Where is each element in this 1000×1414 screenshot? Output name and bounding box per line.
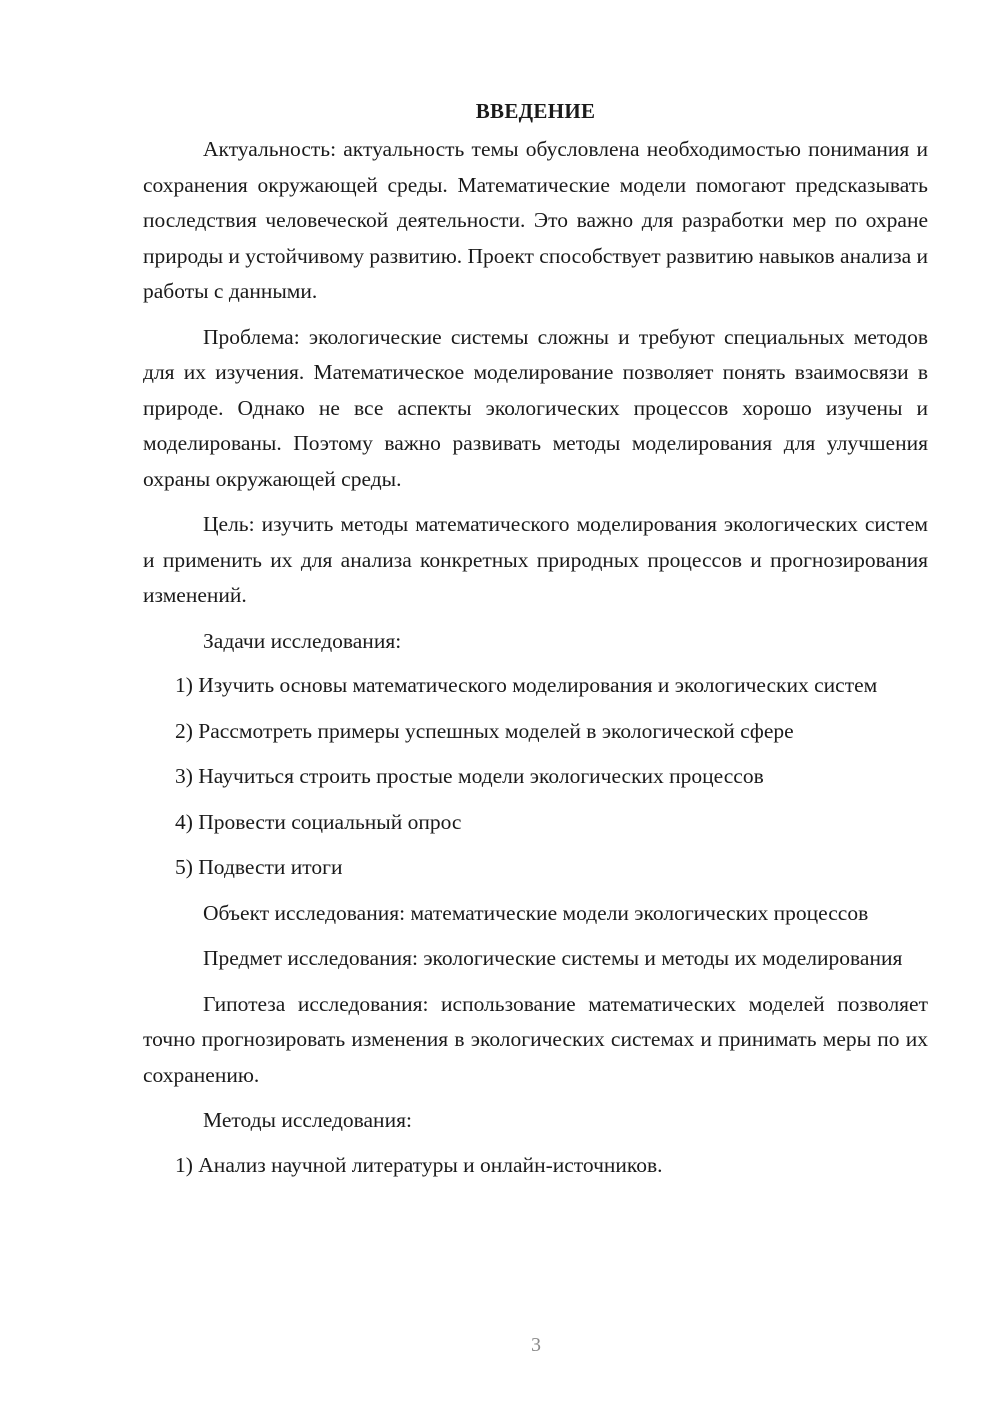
section-title: ВВЕДЕНИЕ: [475, 99, 596, 123]
paragraph-goal: Цель: изучить методы математического моделирования экологических систем и применить их для анализа конкретных природных процессов и прогнозирования изменений.: [143, 512, 928, 607]
paragraph-hypothesis: Гипотеза исследования: использование математических моделей позволяет точно прогнозировать изменения в экологических системах и принимать меры по их сохранению.: [143, 991, 928, 1087]
paragraph-relevance: Актуальность: актуальность темы обусловлена необходимостью понимания и сохранения окружающей среды. Математические модели помогают предсказывать последствия человеческой деятельности. Это важно для разработки мер по охране природы и устойчивому развитию. Проект способствует развитию навыков анализа и работы с данными.: [143, 137, 928, 303]
methods-heading: Методы исследования:: [203, 1108, 412, 1132]
task-item-1: 1) Изучить основы математического моделирования и экологических систем: [175, 673, 878, 697]
paragraph-object: Объект исследования: математические модели экологических процессов: [203, 900, 869, 925]
task-item-3: 3) Научиться строить простые модели экологических процессов: [175, 764, 764, 788]
tasks-heading: Задачи исследования:: [203, 628, 402, 653]
page-number: 3: [531, 1334, 541, 1356]
paragraph-problem: Проблема: экологические системы сложны и требуют специальных методов для их изучения. Математическое моделирование позволяет понять взаимосвязи в природе. Однако не все аспекты экологических процессов хорошо изучены и моделированы. Поэтому важно развивать методы моделирования для улучшения охраны окружающей среды.: [143, 324, 928, 491]
paragraph-subject: Предмет исследования: экологические системы и методы их моделирования: [203, 946, 903, 970]
task-item-4: 4) Провести социальный опрос: [175, 809, 462, 834]
method-item-1: 1) Анализ научной литературы и онлайн-источников.: [175, 1152, 663, 1177]
task-item-2: 2) Рассмотреть примеры успешных моделей в экологической сфере: [175, 718, 794, 743]
page-content: [143, 96, 928, 1193]
task-item-5: 5) Подвести итоги: [175, 855, 343, 879]
